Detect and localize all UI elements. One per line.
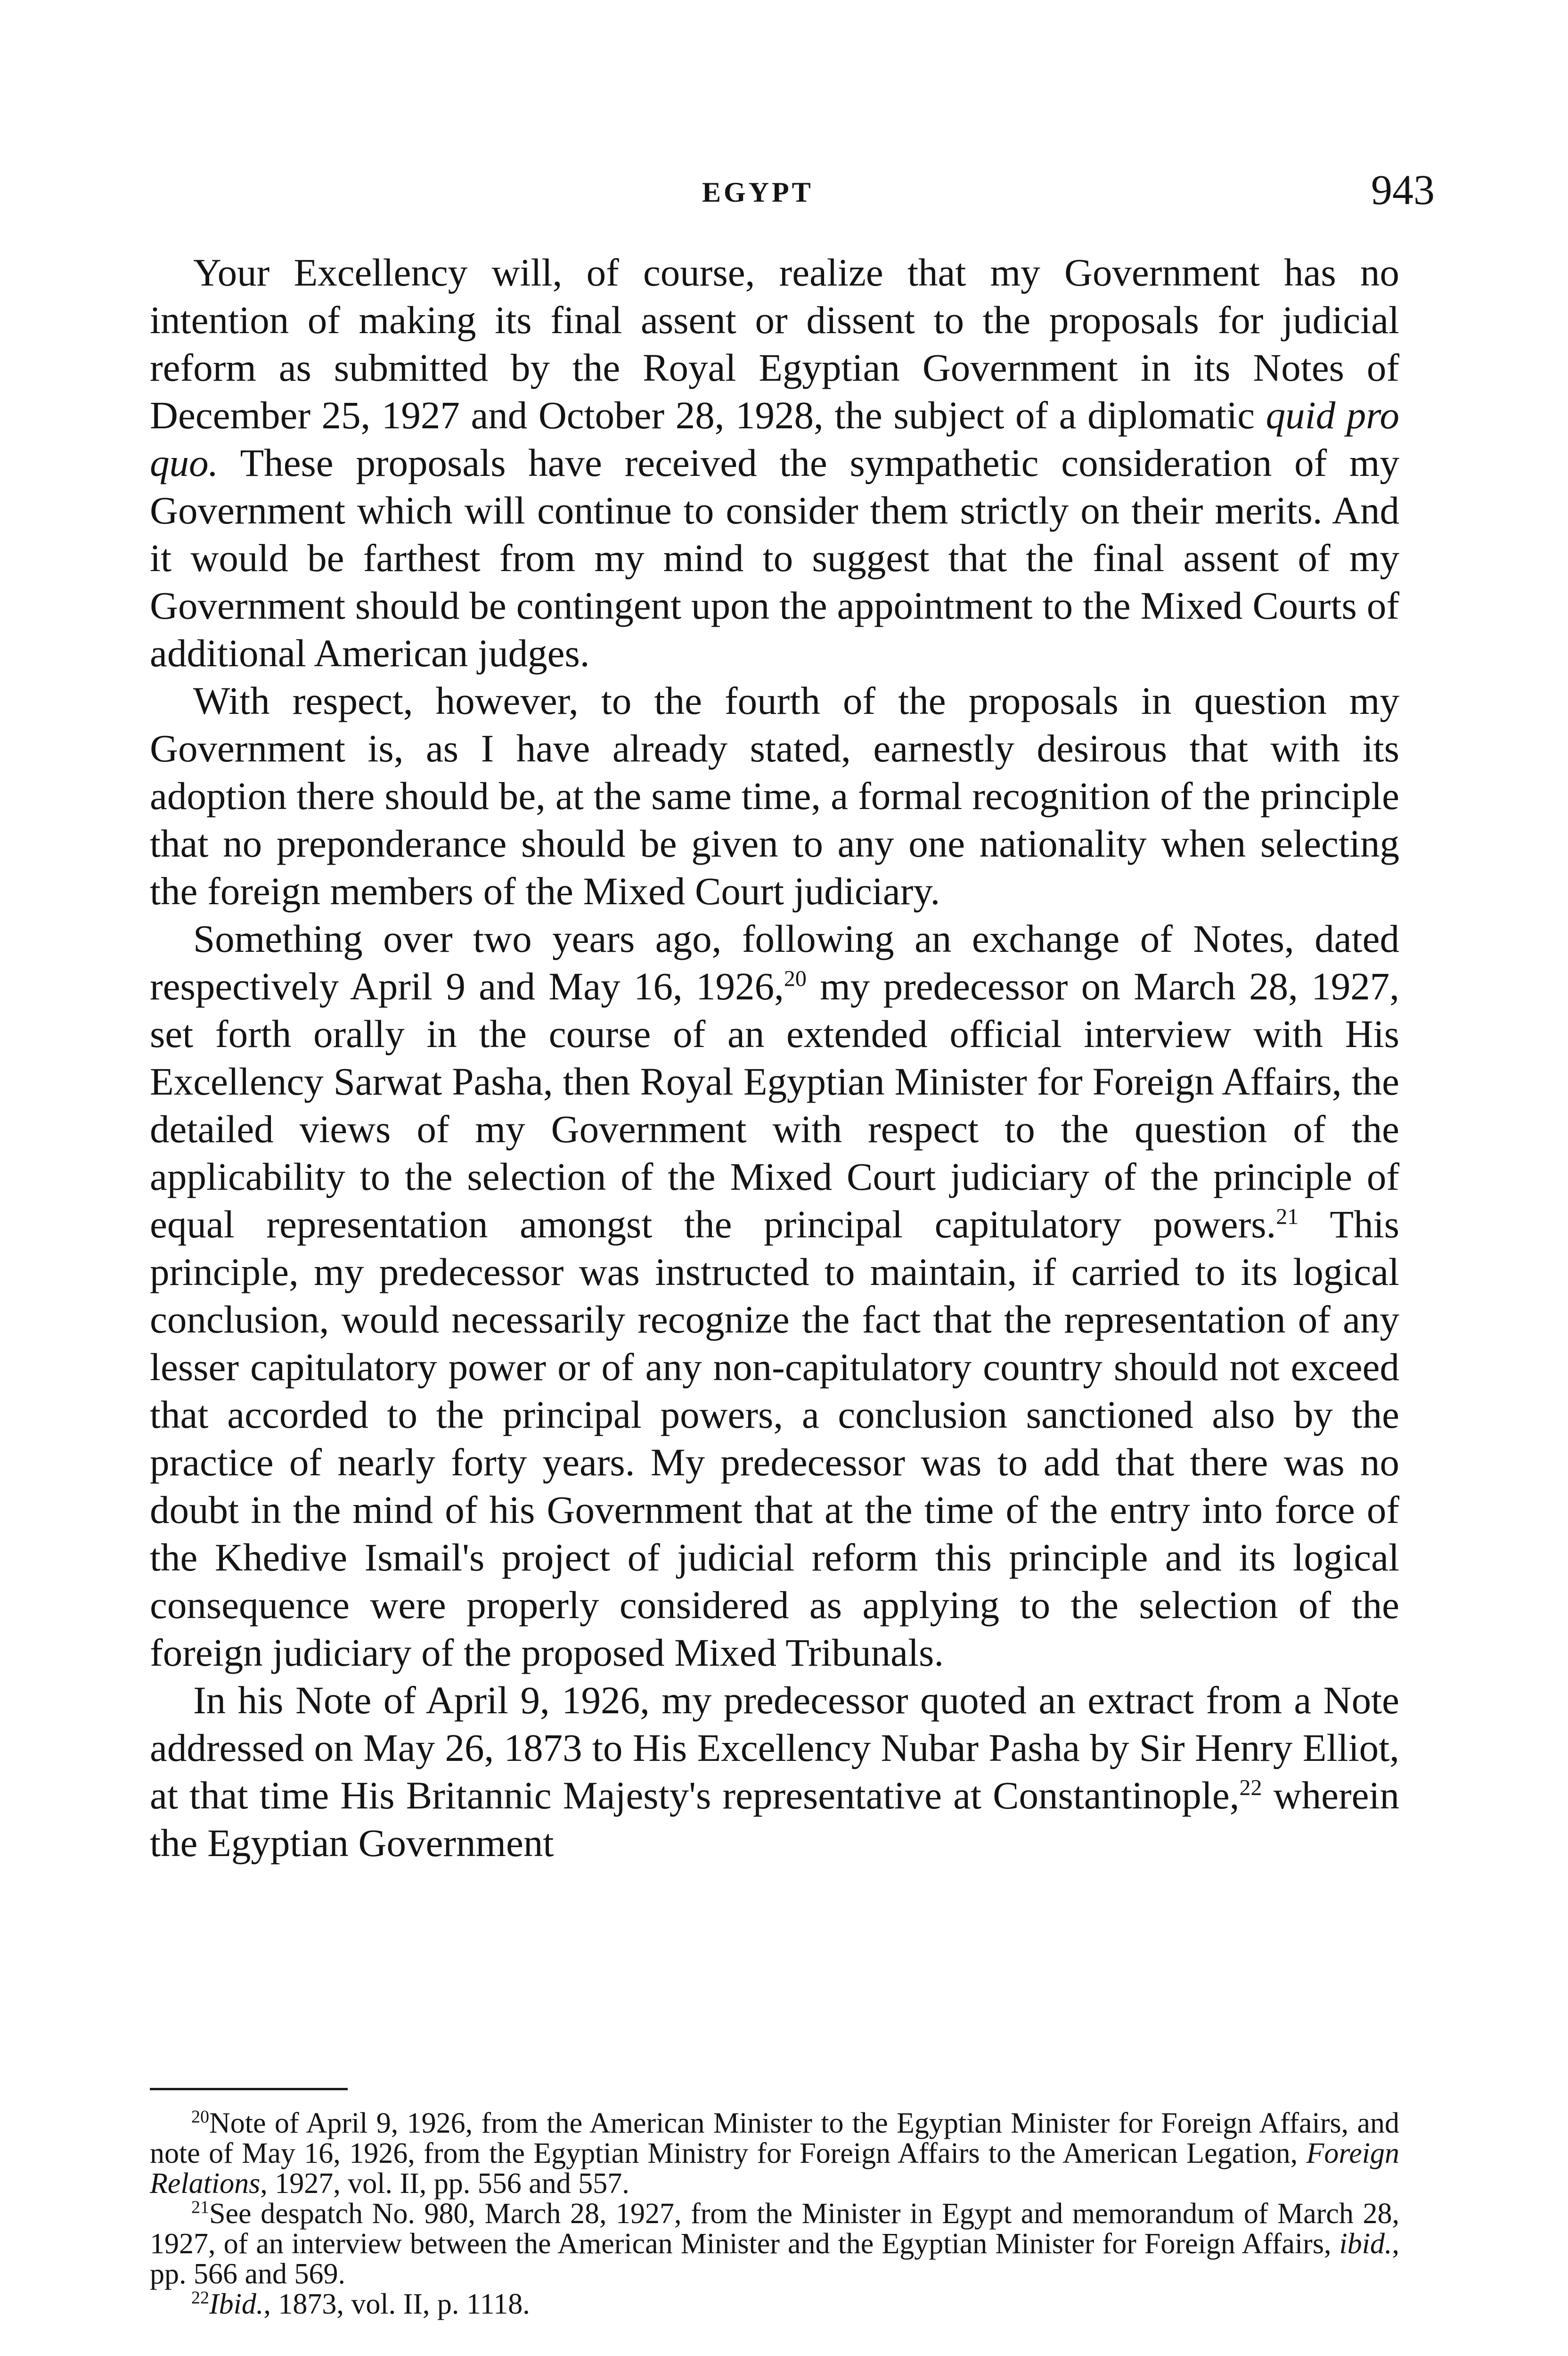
page-number: 943 <box>1371 167 1435 213</box>
volume-numeral: II <box>403 2288 423 2320</box>
running-title: EGYPT <box>702 177 814 208</box>
footnote-rule <box>150 2088 348 2090</box>
footnote-ref-22[interactable]: 22 <box>1239 1775 1262 1800</box>
footnotes <box>150 2108 1399 2319</box>
paragraph-3: Something over two years ago, following an exchange of Notes, dated respectively April 9 and May 16, 1926,20 my predecessor on March 28, 1927, set forth orally in the course of an extended official interview with His Excellency Sarwat Pasha, then Royal Egyptian Minister for Foreign Affairs, the detailed views of my Government with respect to the question of the applicability to the selection of the Mixed Court judiciary of the principle of equal representation amongst the principal capitulatory powers.$^{21}$ This principle, my predecessor was instructed to maintain, if carried to its logical conclusion, would necessarily recognize the fact that the representation of any lesser capitulatory power or of any non-capitulatory country should not exceed that accorded to the principal powers, a conclusion sanctioned also by the practice of nearly forty years. My predecessor was to add that there was no doubt in the mind of his Government that at the time of the entry into force of the Khedive Ismail's project of judicial reform this principle and its logical consequence were properly considered as applying to the selection of the foreign judiciary of the proposed Mixed Tribunals. <box>150 917 1399 1674</box>
paragraph-2: With respect, however, to the fourth of the proposals in question my Government is, as I have already stated, earnestly desirous that with its adoption there should be, at the same time, a formal recognition of the principle that no preponderance should be given to any one nationality when selecting the foreign members of the Mixed Court judiciary. <box>150 679 1399 913</box>
paragraph-4: In his Note of April 9, 1926, my predecessor quoted an extract from a Note addressed on May 26, 1873 to His Excellency Nubar Pasha by Sir Henry Elliot, at that time His Britannic Majesty's representative at Constantinople,$^{22}$ wherein the Egyptian Government <box>150 1678 1399 1865</box>
footnote-22: $^{22}$Ibid., 1873, vol. II, p. 1118. <box>191 2288 530 2320</box>
running-head <box>0 166 1568 218</box>
footnote-ref-20[interactable]: 20 <box>784 966 807 991</box>
italic-phrase: quid pro quo. <box>150 393 1399 484</box>
body-text <box>150 249 1399 1867</box>
footnote-20: $^{20}$Note of April 9, 1926, from the American Minister to the Egyptian Minister for Foreign Affairs, and note of May 16, 1926, from the Egyptian Ministry for Foreign Affairs to the American Legation, Foreign Relations, 1927, vol. II, pp. 556 and 557. <box>150 2107 1399 2200</box>
paragraph-1: Your Excellency will, of course, realize that my Government has no intention of making its final assent or dissent to the proposals for judicial reform as submitted by the Royal Egyptian Government in its Notes of December 25, 1927 and October 28, 1928, the subject of a diplomatic quid pro quo. These proposals have received the sympathetic consideration of my Government which will continue to consider them strictly on their merits. And it would be farthest from my mind to suggest that the final assent of my Government should be contingent upon the appointment to the Mixed Courts of additional American judges. <box>150 251 1399 675</box>
footnote-mark: 21 <box>191 2197 209 2217</box>
footnote-ref-21[interactable]: 21 <box>1276 1204 1299 1229</box>
footnote-21: $^{21}$See despatch No. 980, March 28, 1927, from the Minister in Egypt and memorandum of March 28, 1927, of an interview between the American Minister and the Egyptian Minister for Foreign Affairs, ibid., pp. 566 and 569. <box>150 2197 1399 2290</box>
footnote-mark: 22 <box>191 2288 209 2308</box>
volume-numeral: II <box>400 2168 419 2200</box>
footnote-mark: 20 <box>191 2107 209 2127</box>
